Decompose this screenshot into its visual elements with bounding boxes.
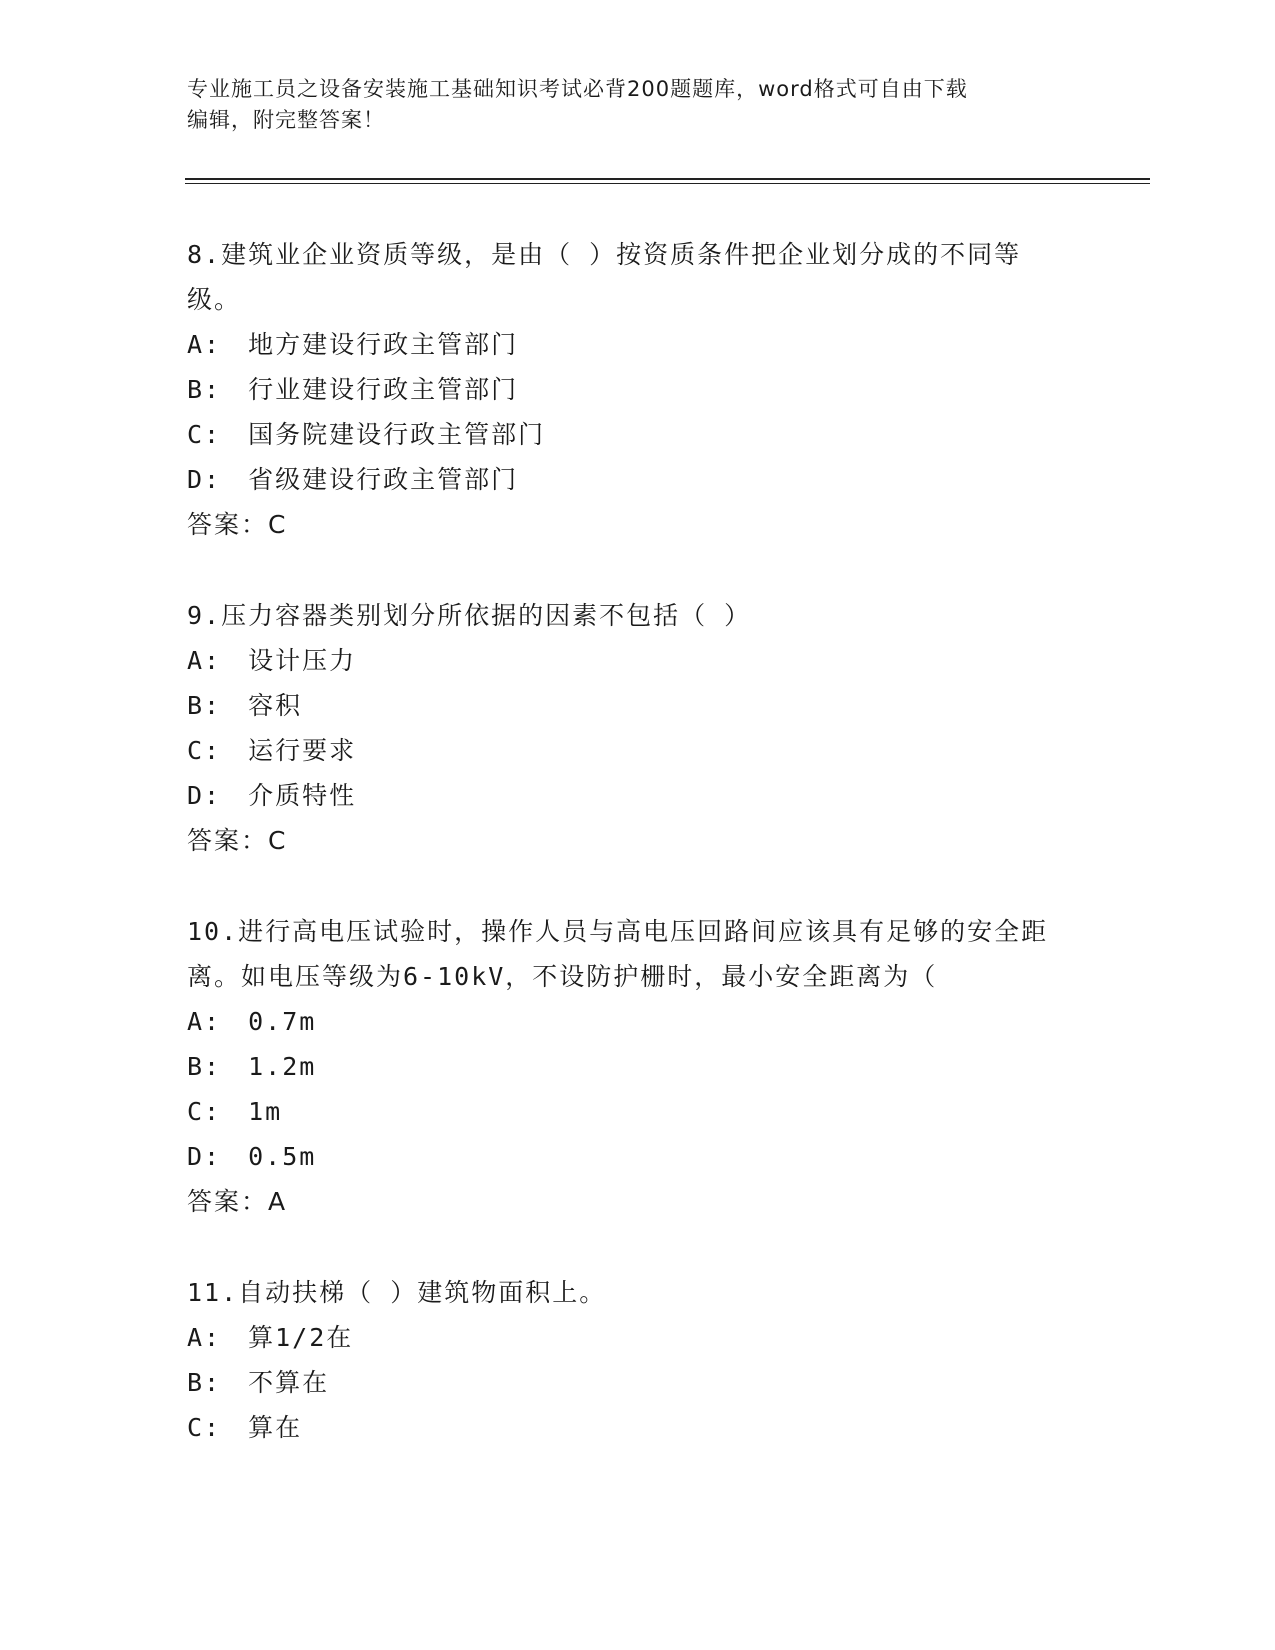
- option-a: A: 地方建设行政主管部门: [187, 330, 519, 359]
- option-a: A: 算1/2在: [187, 1323, 354, 1352]
- question-8: [187, 232, 1087, 547]
- intro-line-2: 编辑，附完整答案！: [187, 108, 385, 132]
- header-divider-top: [185, 178, 1150, 180]
- question-list: [187, 232, 1087, 1496]
- option-a: A: 设计压力: [187, 646, 357, 675]
- question-11: [187, 1270, 1087, 1450]
- option-b: B: 1.2m: [187, 1052, 317, 1081]
- question-text: 11.自动扶梯（ ）建筑物面积上。: [187, 1278, 607, 1307]
- answer-label: 答案：C: [187, 826, 288, 855]
- option-c: C: 国务院建设行政主管部门: [187, 420, 546, 449]
- question-9: [187, 593, 1087, 863]
- question-10: [187, 909, 1087, 1224]
- option-d: D: 介质特性: [187, 781, 357, 810]
- question-text: 9.压力容器类别划分所依据的因素不包括（ ）: [187, 601, 752, 630]
- option-c: C: 1m: [187, 1097, 283, 1126]
- question-text: 8.建筑业企业资质等级，是由（ ）按资质条件把企业划分成的不同等级。: [187, 240, 1022, 314]
- option-b: B: 行业建设行政主管部门: [187, 375, 519, 404]
- document-intro: [187, 74, 1087, 136]
- intro-line-1: 专业施工员之设备安装施工基础知识考试必背200题题库，word格式可自由下载: [187, 77, 968, 101]
- option-a: A: 0.7m: [187, 1007, 317, 1036]
- option-c: C: 算在: [187, 1413, 303, 1442]
- option-b: B: 容积: [187, 691, 303, 720]
- option-c: C: 运行要求: [187, 736, 357, 765]
- option-d: D: 省级建设行政主管部门: [187, 465, 519, 494]
- answer-label: 答案：C: [187, 510, 288, 539]
- header-divider-bottom: [185, 183, 1150, 184]
- option-b: B: 不算在: [187, 1368, 330, 1397]
- option-d: D: 0.5m: [187, 1142, 317, 1171]
- question-text: 10.进行高电压试验时，操作人员与高电压回路间应该具有足够的安全距离。如电压等级为6-10kV，不设防护栅时，最小安全距离为（: [187, 917, 1049, 991]
- answer-label: 答案：A: [187, 1187, 288, 1216]
